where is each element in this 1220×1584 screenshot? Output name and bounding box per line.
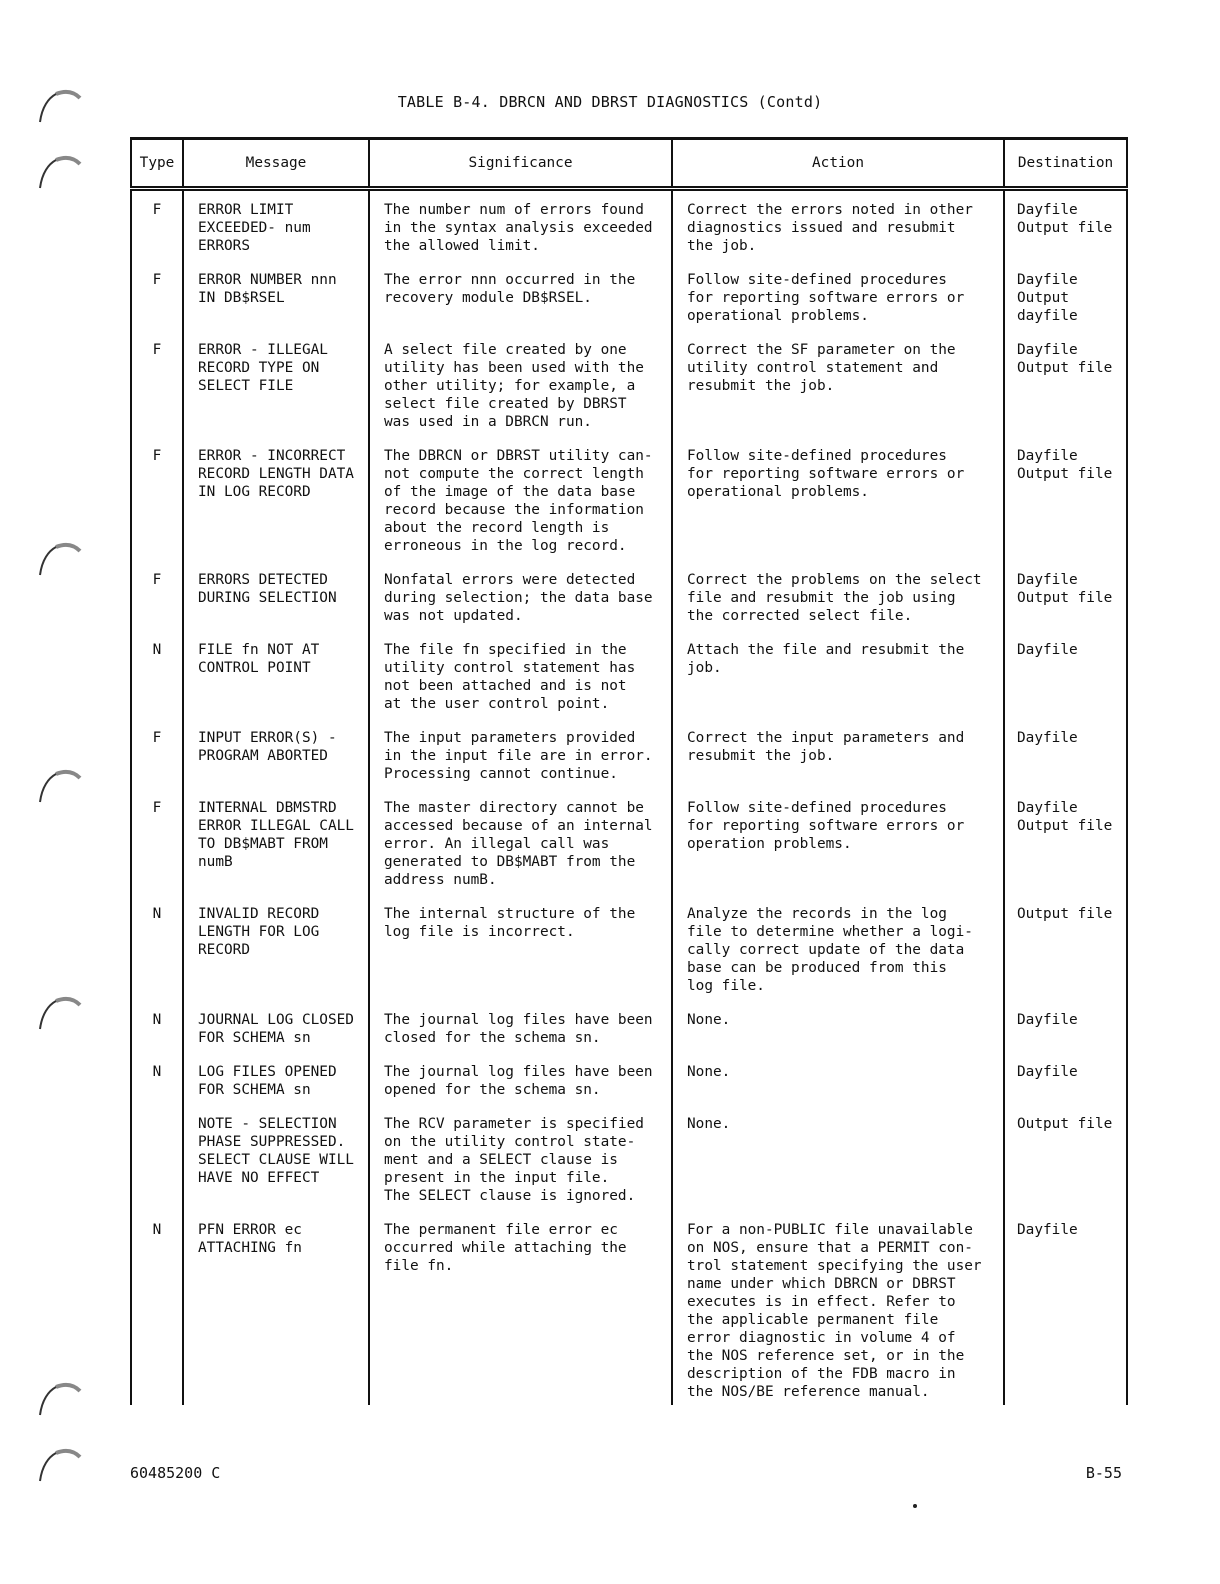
cell-message: PFN ERROR ec ATTACHING fn [183,1221,369,1405]
table-row [131,1221,1127,1405]
cell-type: F [131,729,183,799]
cell-significance: The internal structure of the log file is incorrect. [369,905,672,1011]
binder-hole-icon [36,1381,82,1421]
cell-action: Follow site-defined procedures for reporting software errors or operational problems. [672,271,1004,341]
cell-significance: The error nnn occurred in the recovery module DB$RSEL. [369,271,672,341]
cell-message: INPUT ERROR(S) - PROGRAM ABORTED [183,729,369,799]
cell-destination: Output file [1004,1115,1127,1221]
cell-message: ERROR LIMIT EXCEEDED- num ERRORS [183,201,369,271]
cell-significance: The number num of errors found in the syntax analysis exceeded the allowed limit. [369,201,672,271]
table-row [131,641,1127,729]
table-row [131,571,1127,641]
cell-significance: The file fn specified in the utility control statement has not been attached and is not at the user control point. [369,641,672,729]
ink-speck [913,1504,917,1508]
header-type: Type [131,139,183,189]
cell-action: None. [672,1063,1004,1115]
cell-type: F [131,201,183,271]
cell-destination: Dayfile [1004,1221,1127,1405]
cell-message: ERROR - INCORRECT RECORD LENGTH DATA IN LOG RECORD [183,447,369,571]
cell-significance: The permanent file error ec occurred while attaching the file fn. [369,1221,672,1405]
table-row [131,271,1127,341]
cell-message: ERRORS DETECTED DURING SELECTION [183,571,369,641]
cell-destination: Dayfile [1004,641,1127,729]
cell-message: JOURNAL LOG CLOSED FOR SCHEMA sn [183,1011,369,1063]
cell-destination: Dayfile Output dayfile [1004,271,1127,341]
cell-action: Attach the file and resubmit the job. [672,641,1004,729]
cell-message: NOTE - SELECTION PHASE SUPPRESSED. SELECT CLAUSE WILL HAVE NO EFFECT [183,1115,369,1221]
cell-type: N [131,641,183,729]
cell-destination: Dayfile [1004,729,1127,799]
table-row [131,1063,1127,1115]
cell-action: Follow site-defined procedures for reporting software errors or operation problems. [672,799,1004,905]
cell-type: N [131,1221,183,1405]
table-row [131,341,1127,447]
cell-message: INTERNAL DBMSTRD ERROR ILLEGAL CALL TO DB$MABT FROM numB [183,799,369,905]
cell-destination: Dayfile Output file [1004,201,1127,271]
cell-message: ERROR NUMBER nnn IN DB$RSEL [183,271,369,341]
table-header-row [131,139,1127,189]
cell-significance: The RCV parameter is specified on the utility control state- ment and a SELECT clause is present in the input file. The SELECT clause is ignored. [369,1115,672,1221]
table-row [131,905,1127,1011]
cell-type: F [131,271,183,341]
cell-significance: A select file created by one utility has been used with the other utility; for example, a select file created by DBRST was used in a DBRCN run. [369,341,672,447]
table-row [131,799,1127,905]
cell-message: FILE fn NOT AT CONTROL POINT [183,641,369,729]
cell-significance: The DBRCN or DBRST utility can- not compute the correct length of the image of the data base record because the information about the record length is erroneous in the log record. [369,447,672,571]
cell-significance: The journal log files have been closed for the schema sn. [369,1011,672,1063]
header-destination: Destination [1004,139,1127,189]
cell-destination: Dayfile Output file [1004,571,1127,641]
table-row [131,1011,1127,1063]
table-row [131,201,1127,271]
cell-type: N [131,1011,183,1063]
header-significance: Significance [369,139,672,189]
cell-action: None. [672,1011,1004,1063]
table-row [131,447,1127,571]
binder-hole-icon [36,1447,82,1487]
cell-significance: The master directory cannot be accessed because of an internal error. An illegal call was generated to DB$MABT from the address numB. [369,799,672,905]
cell-type: N [131,1063,183,1115]
cell-destination: Dayfile Output file [1004,799,1127,905]
table-title: TABLE B-4. DBRCN AND DBRST DIAGNOSTICS (Contd) [397,93,823,111]
table-row [131,1115,1127,1221]
cell-message: LOG FILES OPENED FOR SCHEMA sn [183,1063,369,1115]
cell-action: For a non-PUBLIC file unavailable on NOS, ensure that a PERMIT con- trol statement specifying the user name under which DBRCN or DBRST executes is in effect. Refer to the applicable permanent file error diagnostic in volume 4 of the NOS reference set, or in the description of the FDB macro in the NOS/BE reference manual. [672,1221,1004,1405]
cell-type: F [131,571,183,641]
cell-significance: The journal log files have been opened for the schema sn. [369,1063,672,1115]
cell-type [131,1115,183,1221]
cell-destination: Output file [1004,905,1127,1011]
cell-action: Correct the SF parameter on the utility control statement and resubmit the job. [672,341,1004,447]
table-row [131,729,1127,799]
cell-destination: Dayfile [1004,1063,1127,1115]
cell-action: Correct the errors noted in other diagnostics issued and resubmit the job. [672,201,1004,271]
document-number: 60485200 C [130,1464,221,1482]
cell-action: Analyze the records in the log file to determine whether a logi- cally correct update of the data base can be produced from this log file. [672,905,1004,1011]
cell-message: ERROR - ILLEGAL RECORD TYPE ON SELECT FILE [183,341,369,447]
cell-significance: Nonfatal errors were detected during selection; the data base was not updated. [369,571,672,641]
cell-action: None. [672,1115,1004,1221]
binder-hole-icon [36,768,82,808]
cell-action: Correct the problems on the select file and resubmit the job using the corrected select file. [672,571,1004,641]
cell-type: F [131,799,183,905]
cell-type: F [131,341,183,447]
binder-hole-icon [36,154,82,194]
cell-action: Follow site-defined procedures for reporting software errors or operational problems. [672,447,1004,571]
binder-hole-icon [36,995,82,1035]
cell-message: INVALID RECORD LENGTH FOR LOG RECORD [183,905,369,1011]
cell-destination: Dayfile Output file [1004,341,1127,447]
header-message: Message [183,139,369,189]
page-number: B-55 [1085,1464,1122,1482]
cell-destination: Dayfile [1004,1011,1127,1063]
binder-hole-icon [36,541,82,581]
cell-type: F [131,447,183,571]
diagnostics-table [130,137,1128,1405]
cell-type: N [131,905,183,1011]
cell-action: Correct the input parameters and resubmit the job. [672,729,1004,799]
table-spacer [131,189,1127,202]
cell-significance: The input parameters provided in the input file are in error. Processing cannot continue. [369,729,672,799]
cell-destination: Dayfile Output file [1004,447,1127,571]
header-action: Action [672,139,1004,189]
